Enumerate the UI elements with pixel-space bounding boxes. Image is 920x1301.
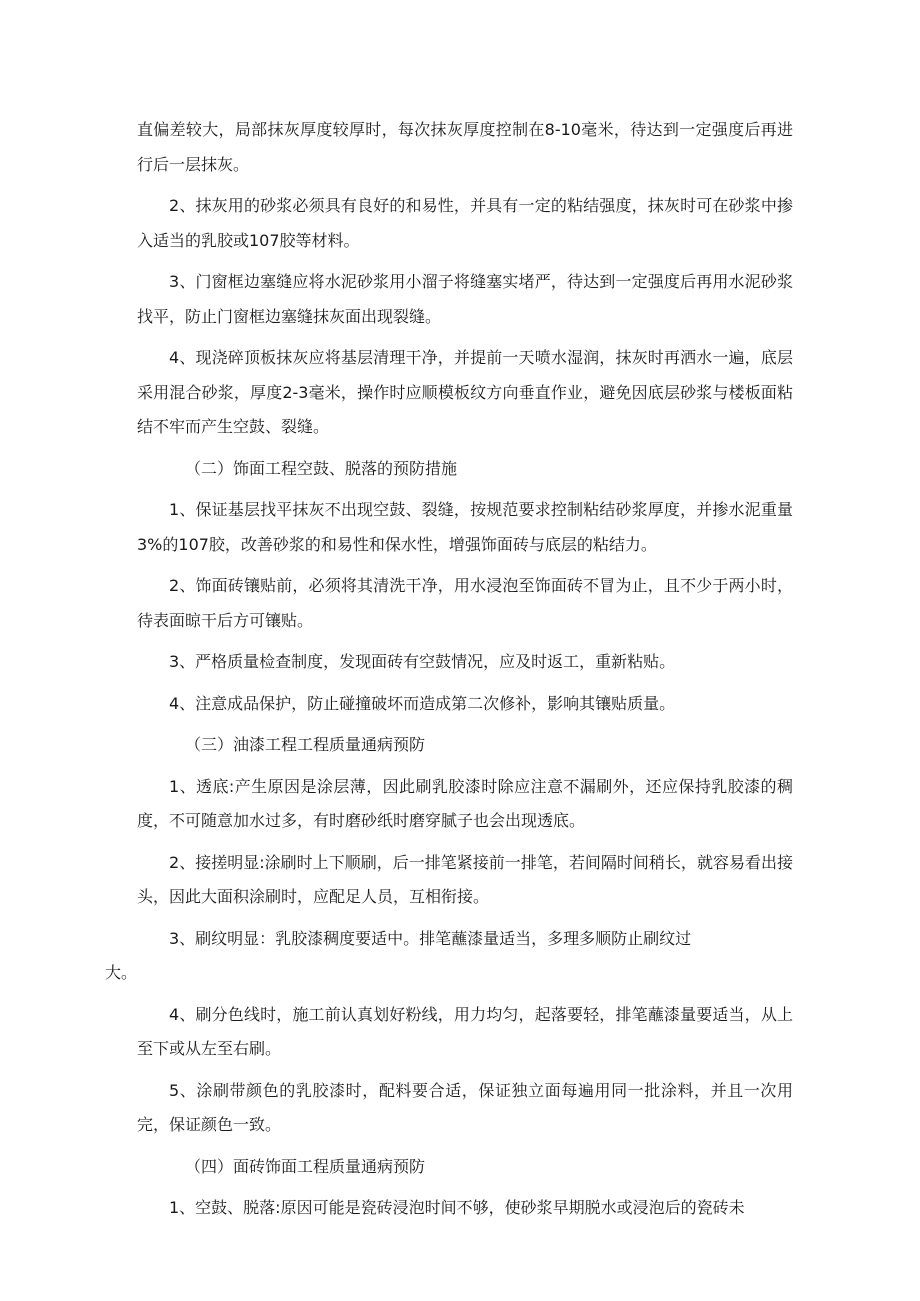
paragraph-item-4: 4、现浇碎顶板抹灰应将基层清理干净，并提前一天喷水湿润，抹灰时再洒水一遍，底层采用混合砂浆，厚度2-3毫米，操作时应顺模板纹方向垂直作业，避免因底层砂浆与楼板面粘结不牢而产生空鼓、裂缝。 [137, 348, 793, 436]
section-heading-3: （三）油漆工程工程质量通病预防 [185, 735, 426, 754]
paragraph-item-3: 3、严格质量检查制度，发现面砖有空鼓情况，应及时返工，重新粘贴。 [169, 652, 676, 671]
document-body [105, 113, 793, 1226]
paragraph-item-4: 4、注意成品保护，防止碰撞破坏而造成第二次修补，影响其镶贴质量。 [169, 693, 676, 713]
paragraph-item-1: 1、透底:产生原因是涂层薄，因此刷乳胶漆时除应注意不漏刷外，还应保持乳胶漆的稠度，不可随意加水过多，有时磨砂纸时磨穿腻子也会出现透底。 [137, 776, 793, 830]
paragraph-continuation: 直偏差较大，局部抹灰厚度较厚时，每次抹灰厚度控制在8-10毫米，待达到一定强度后再进行后一层抹灰。 [137, 120, 793, 174]
paragraph-item-3: 3、门窗框边塞缝应将水泥砂浆用小溜子将缝塞实堵严，待达到一定强度后再用水泥砂浆找平，防止门窗框边塞缝抹灰面出现裂缝。 [137, 272, 793, 326]
paragraph-item-1: 1、保证基层找平抹灰不出现空鼓、裂缝，按规范要求控制粘结砂浆厚度，并掺水泥重量3%的107胶，改善砂浆的和易性和保水性，增强饰面砖与底层的粘结力。 [137, 500, 793, 554]
paragraph-item-1: 1、空鼓、脱落:原因可能是瓷砖浸泡时间不够，使砂浆早期脱水或浸泡后的瓷砖未 [169, 1198, 745, 1217]
section-heading-2: （二）饰面工程空鼓、脱落的预防措施 [185, 458, 458, 478]
paragraph-item-5: 5、涂刷带颜色的乳胶漆时，配料要合适，保证独立面每遍用同一批涂料，并且一次用完，保证颜色一致。 [137, 1080, 793, 1134]
paragraph-item-3-line-2: 大。 [105, 963, 138, 982]
paragraph-item-3-line-1: 3、刷纹明显：乳胶漆稠度要适中。排笔蘸漆量适当，多理多顺防止刷纹过 [169, 928, 692, 948]
paragraph-item-3 [105, 922, 793, 991]
paragraph-item-2: 2、抹灰用的砂浆必须具有良好的和易性，并具有一定的粘结强度，抹灰时可在砂浆中掺入适当的乳胶或107胶等材料。 [137, 196, 793, 250]
section-heading-4: （四）面砖饰面工程质量通病预防 [185, 1156, 426, 1176]
paragraph-item-4: 4、刷分色线时，施工前认真划好粉线，用力均匀，起落要轻，排笔蘸漆量要适当，从上至下或从左至右刷。 [137, 1004, 793, 1058]
paragraph-item-2: 2、饰面砖镶贴前，必须将其清洗干净，用水浸泡至饰面砖不冒为止，且不少于两小时，待表面晾干后方可镶贴。 [137, 576, 793, 630]
paragraph-item-2: 2、接搓明显:涂刷时上下顺刷，后一排笔紧接前一排笔，若间隔时间稍长，就容易看出接头，因此大面积涂刷时，应配足人员，互相衔接。 [137, 852, 793, 906]
